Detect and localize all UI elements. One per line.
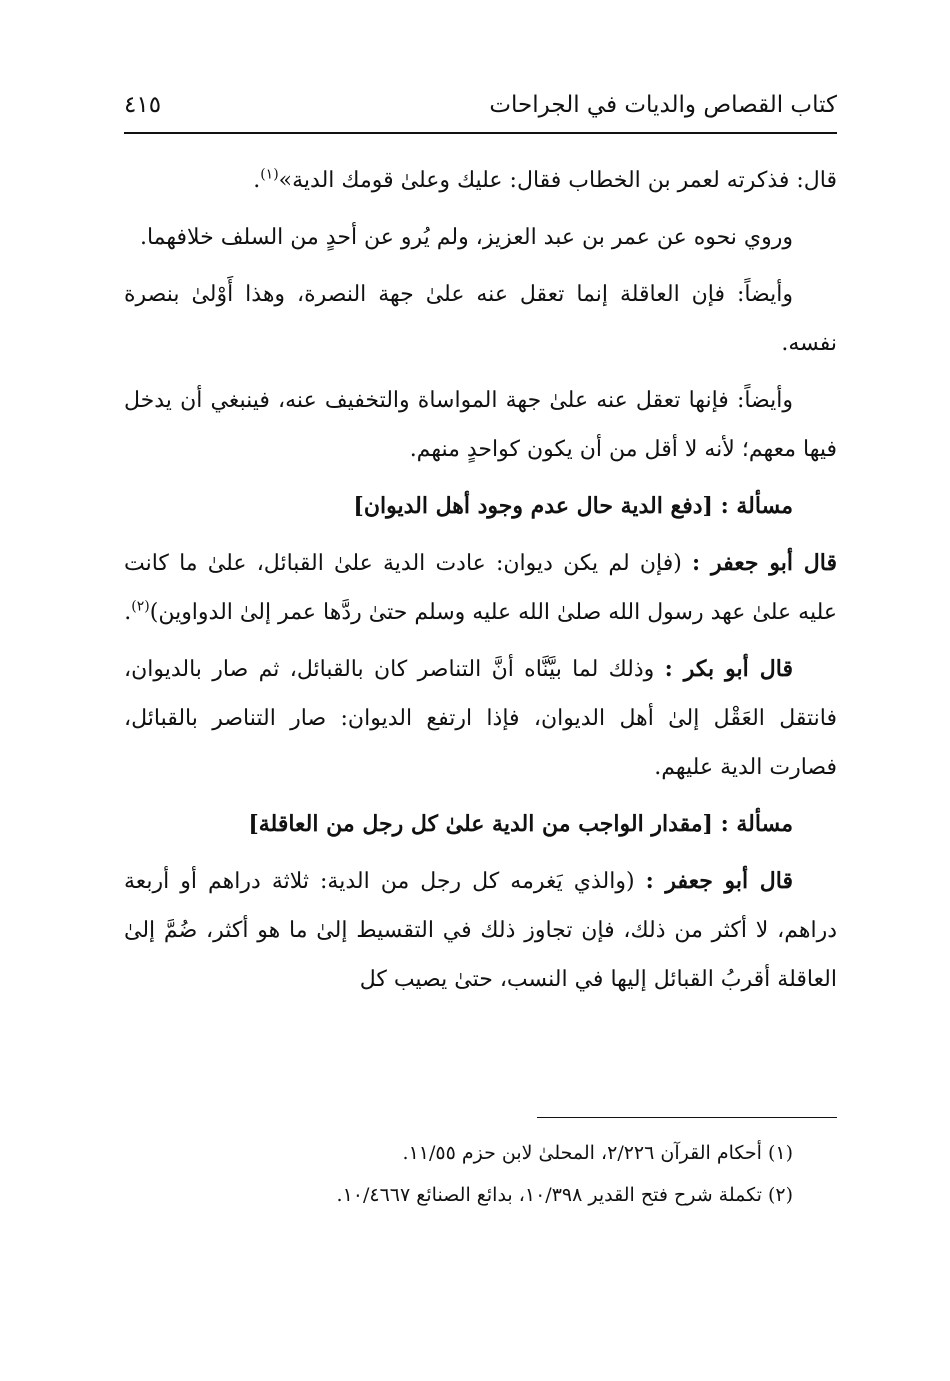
running-header: [124, 88, 837, 134]
main-text: [124, 156, 837, 1012]
paragraph: [124, 645, 837, 792]
footnote: (١) أحكام القرآن ٢/٢٢٦، المحلىٰ لابن حزم ١١/٥٥.: [402, 1142, 793, 1164]
paragraph: وأيضاً: فإنها تعقل عنه علىٰ جهة المواساة والتخفيف عنه، فينبغي أن يدخل فيها معهم؛ لأنه لا أقل من أن يكون كواحدٍ منهم.: [124, 388, 837, 462]
paragraph: وروي نحوه عن عمر بن عبد العزيز، ولم يُرو عن أحدٍ من السلف خلافهما.: [139, 225, 793, 250]
speaker-label: قال أبو جعفر :: [645, 868, 794, 894]
speaker-label: قال أبو جعفر :: [692, 550, 837, 576]
paragraph: [124, 539, 837, 637]
book-title: كتاب القصاص والديات في الجراحات: [489, 92, 837, 118]
footnotes: [124, 1132, 837, 1216]
paragraph: وأيضاً: فإن العاقلة إنما تعقل عنه علىٰ جهة النصرة، وهذا أَوْلىٰ بنصرة نفسه.: [124, 282, 837, 356]
paragraph: [124, 857, 837, 1004]
footnote: (٢) تكملة شرح فتح القدير ١٠/٣٩٨، بدائع الصنائع ١٠/٤٦٦٧.: [336, 1184, 793, 1206]
paragraph-text: وذلك لما بيَّنَّاه أنَّ التناصر كان بالقبائل، ثم صار بالديوان، فانتقل العَقْل إلىٰ أهل الديوان، فإذا ارتفع الديوان: صار التناصر بالقبائل، فصارت الدية عليهم.: [124, 657, 837, 780]
footnote-ref: (٢): [131, 598, 150, 615]
speaker-label: قال أبو بكر :: [664, 656, 793, 682]
paragraph: [124, 156, 837, 205]
section-heading: مسألة : [دفع الدية حال عدم وجود أهل الديوان]: [353, 493, 793, 519]
paragraph-end: .: [124, 600, 132, 625]
page-number: ٤١٥: [124, 92, 162, 118]
paragraph-end: .: [253, 168, 261, 193]
paragraph-text: (فإن لم يكن ديوان: عادت الدية علىٰ القبائل، علىٰ ما كانت عليه علىٰ عهد رسول الله صلىٰ الله عليه وسلم حتىٰ ردَّها عمر إلىٰ الدواوين): [124, 551, 837, 625]
footnote-separator: [537, 1117, 837, 1118]
section-heading: مسألة : [مقدار الواجب من الدية علىٰ كل رجل من العاقلة]: [248, 811, 793, 837]
footnote-ref: (١): [260, 166, 279, 183]
paragraph-text: (والذي يَغرمه كل رجل من الدية: ثلاثة دراهم أو أربعة دراهم، لا أكثر من ذلك، فإن تجاوز ذلك في التقسيط إلىٰ ما هو أكثر، ضُمَّ إلىٰ العاقلة أقربُ القبائل إليها في النسب، حتىٰ يصيب كل: [124, 869, 837, 992]
paragraph-text: قال: فذكرته لعمر بن الخطاب فقال: عليك وعلىٰ قومك الدية»: [278, 168, 837, 193]
